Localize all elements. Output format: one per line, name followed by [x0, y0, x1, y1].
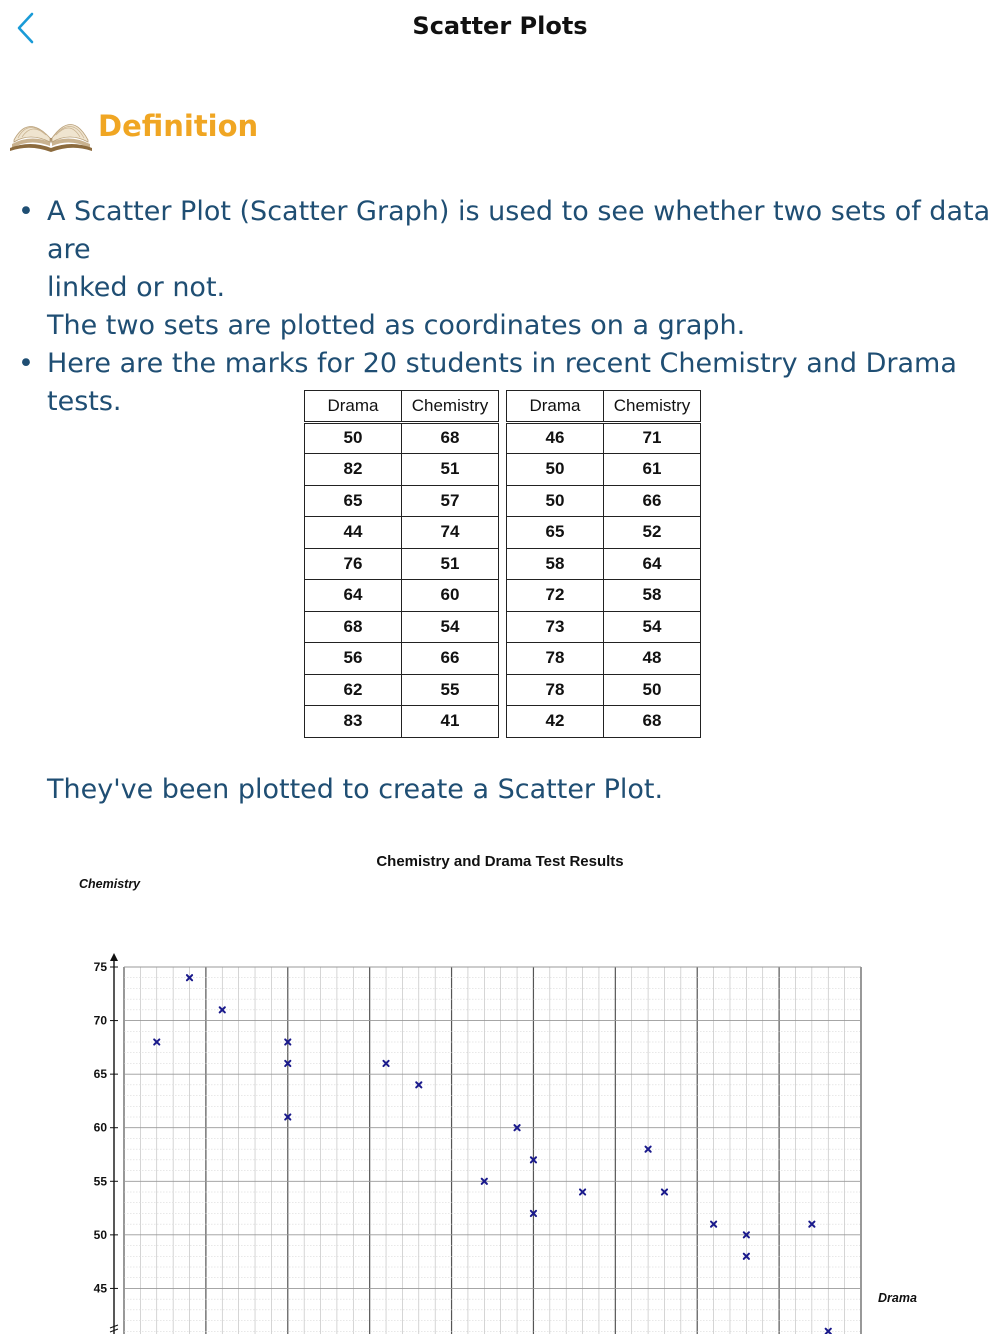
table-cell: 58 — [604, 580, 701, 612]
table-row — [305, 485, 499, 517]
table-cell: 60 — [402, 580, 499, 612]
table-cell: 65 — [507, 517, 604, 549]
bullet-dot: • — [18, 196, 34, 227]
chart-title: Chemistry and Drama Test Results — [376, 853, 624, 870]
bullet-text-line: A Scatter Plot (Scatter Graph) is used to see whether two sets of data are — [47, 196, 991, 265]
table-cell: 61 — [604, 454, 701, 486]
table-row — [507, 643, 701, 675]
table-row — [305, 643, 499, 675]
table-row — [305, 580, 499, 612]
table-cell: 62 — [305, 674, 402, 706]
table-cell: 68 — [305, 611, 402, 643]
table-row — [507, 422, 701, 454]
definition-title: Definition — [98, 109, 259, 143]
y-tick-label: 70 — [93, 1013, 107, 1028]
table-row — [507, 454, 701, 486]
y-tick-label: 50 — [93, 1227, 107, 1242]
plotted-caption: They've been plotted to create a Scatter Plot. — [47, 774, 664, 805]
table-row — [507, 611, 701, 643]
table-cell: 50 — [507, 454, 604, 486]
table-cell: 44 — [305, 517, 402, 549]
y-tick-label: 55 — [93, 1174, 107, 1189]
marks-table — [506, 390, 701, 738]
table-row — [507, 548, 701, 580]
table-cell: 48 — [604, 643, 701, 675]
table-cell: 83 — [305, 706, 402, 738]
table-cell: 51 — [402, 454, 499, 486]
table-cell: 73 — [507, 611, 604, 643]
table-cell: 68 — [402, 422, 499, 454]
table-cell: 64 — [305, 580, 402, 612]
table-cell: 74 — [402, 517, 499, 549]
table-cell: 71 — [604, 422, 701, 454]
table-cell: 46 — [507, 422, 604, 454]
table-cell: 78 — [507, 643, 604, 675]
table-cell: 66 — [604, 485, 701, 517]
table-row — [507, 706, 701, 738]
table-cell: 72 — [507, 580, 604, 612]
nav-bar — [0, 0, 1000, 58]
table-row — [305, 674, 499, 706]
table-cell: 58 — [507, 548, 604, 580]
y-tick-label: 65 — [93, 1067, 107, 1082]
y-axis-label: Chemistry — [79, 877, 141, 891]
bullet-text-line: linked or not. — [47, 272, 226, 303]
table-row — [305, 611, 499, 643]
table-header-drama: Drama — [305, 391, 402, 423]
page-title: Scatter Plots — [412, 12, 588, 40]
table-row — [305, 422, 499, 454]
table-cell: 57 — [402, 485, 499, 517]
table-cell: 76 — [305, 548, 402, 580]
table-cell: 82 — [305, 454, 402, 486]
table-cell: 50 — [507, 485, 604, 517]
content-area — [0, 58, 1000, 1334]
table-row — [507, 517, 701, 549]
table-cell: 65 — [305, 485, 402, 517]
table-cell: 50 — [604, 674, 701, 706]
table-header-chemistry: Chemistry — [604, 391, 701, 423]
y-tick-label: 45 — [93, 1281, 107, 1296]
table-cell: 56 — [305, 643, 402, 675]
table-cell: 41 — [402, 706, 499, 738]
table-cell: 64 — [604, 548, 701, 580]
bullet-item — [18, 193, 993, 345]
table-row — [507, 485, 701, 517]
x-axis-label: Drama — [878, 1291, 917, 1305]
table-row — [507, 580, 701, 612]
table-cell: 54 — [402, 611, 499, 643]
y-tick-label: 75 — [93, 960, 107, 974]
table-cell: 50 — [305, 422, 402, 454]
y-tick-label: 60 — [93, 1120, 107, 1135]
table-row — [507, 674, 701, 706]
table-cell: 52 — [604, 517, 701, 549]
table-cell: 54 — [604, 611, 701, 643]
open-book-icon — [10, 108, 92, 152]
bullet-dot: • — [18, 348, 34, 379]
scatter-chart — [0, 838, 1000, 1334]
table-header-drama: Drama — [507, 391, 604, 423]
definition-header — [10, 106, 410, 152]
table-row — [305, 454, 499, 486]
table-cell: 66 — [402, 643, 499, 675]
bullet-text-line: The two sets are plotted as coordinates on a graph. — [47, 310, 746, 341]
table-row — [305, 548, 499, 580]
marks-table — [304, 390, 499, 738]
table-cell: 51 — [402, 548, 499, 580]
table-cell: 42 — [507, 706, 604, 738]
table-header-chemistry: Chemistry — [402, 391, 499, 423]
bullet-text-line: Here are the marks for 20 students in recent Chemistry and Drama tests. — [47, 348, 957, 417]
table-cell: 55 — [402, 674, 499, 706]
table-cell: 68 — [604, 706, 701, 738]
marks-table-right — [506, 390, 701, 738]
table-row — [305, 706, 499, 738]
table-cell: 78 — [507, 674, 604, 706]
table-row — [305, 517, 499, 549]
bullet-list — [18, 193, 993, 421]
marks-table-left — [304, 390, 499, 738]
